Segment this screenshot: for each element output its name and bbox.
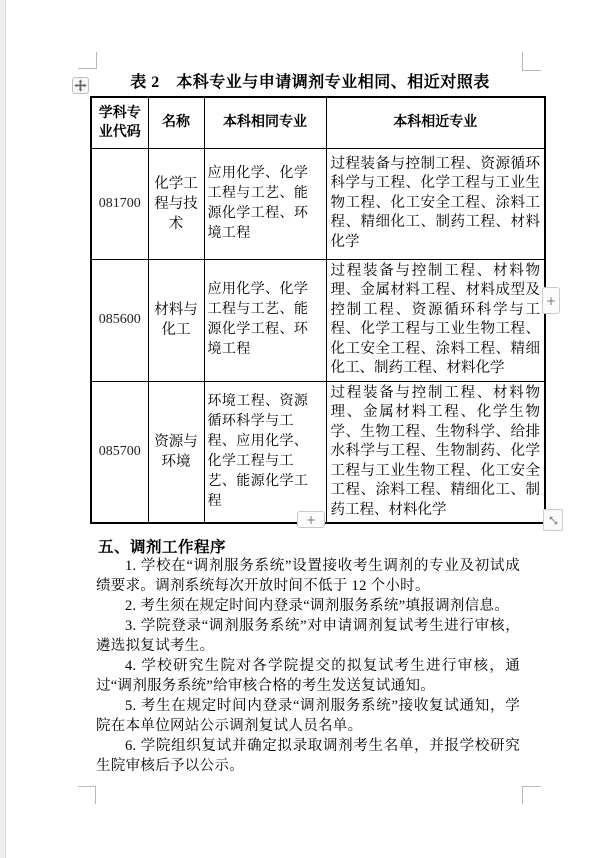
table-row: [91, 259, 545, 381]
paragraph-6[interactable]: 6. 学院组织复试并确定拟录取调剂考生名单，并报学校研究生院审核后予以公示。: [96, 738, 520, 774]
cell-similar-majors[interactable]: 过程装备与控制工程、材料物理、金属材料工程、材料成型及控制工程、资源循环科学与工程、化学工程与工业生物工程、化工安全工程、涂料工程、精细化工、制药工程、材料化学: [326, 259, 545, 381]
cell-similar-majors[interactable]: 过程装备与控制工程、材料物理、金属材料工程、化学生物学、生物工程、生物科学、给排水科学与工程、生物制药、化学工程与工业生物工程、化工安全工程、涂料工程、精细化工、制药工程、材料化学: [326, 381, 545, 523]
cell-name[interactable]: 资源与环境: [148, 381, 204, 523]
cell-same-majors[interactable]: 应用化学、化学工程与工艺、能源化学工程、环境工程: [204, 259, 326, 381]
move-arrows-icon: [74, 79, 87, 92]
cell-name[interactable]: 化学工程与技术: [148, 148, 204, 259]
margin-mark-bottom-left: [78, 786, 96, 804]
margin-mark-bottom-right: [522, 786, 541, 804]
paragraph-1[interactable]: 1. 学校在“调剂服务系统”设置接收考生调剂的专业及初试成绩要求。调剂系统每次开放时间不低于 12 个小时。: [96, 558, 520, 594]
paragraph-4[interactable]: 4. 学校研究生院对各学院提交的拟复试考生进行审核，通过“调剂服务系统”给审核合格的考生发送复试通知。: [96, 658, 520, 694]
col-header-same-majors[interactable]: 本科相同专业: [204, 97, 326, 148]
col-header-similar-majors[interactable]: 本科相近专业: [326, 97, 545, 148]
table-row: [91, 381, 545, 523]
paragraph-2[interactable]: 2. 考生须在规定时间内登录“调剂服务系统”填报调剂信息。: [125, 598, 510, 614]
paragraph-5[interactable]: 5. 考生在规定时间内登录“调剂服务系统”接收复试通知，学院在本单位网站公示调剂复试人员名单。: [96, 698, 520, 734]
cell-code[interactable]: 085600: [91, 259, 148, 381]
insert-row-button[interactable]: +: [297, 511, 325, 528]
app-edge-strip: [0, 0, 6, 858]
table-resize-handle[interactable]: [543, 509, 563, 531]
section-heading[interactable]: 五、调剂工作程序: [98, 539, 227, 556]
cell-same-majors[interactable]: 应用化学、化学工程与工艺、能源化学工程、环境工程: [204, 148, 326, 259]
col-header-code[interactable]: 学科专业代码: [91, 97, 148, 148]
insert-column-button[interactable]: +: [542, 287, 560, 314]
section-body: [96, 556, 520, 776]
paragraph-3[interactable]: 3. 学院登录“调剂服务系统”对申请调剂复试考生进行审核，遴选拟复试考生。: [96, 618, 520, 654]
col-header-name[interactable]: 名称: [148, 97, 204, 148]
table-move-handle[interactable]: [72, 77, 89, 94]
resize-diagonal-icon: [547, 514, 560, 527]
table-row: [91, 148, 545, 259]
cell-similar-majors[interactable]: 过程装备与控制工程、资源循环科学与工程、化学工程与工业生物工程、化工安全工程、涂料工程、精细化工、制药工程、材料化学: [326, 148, 545, 259]
cell-name[interactable]: 材料与化工: [148, 259, 204, 381]
comparison-table: [90, 96, 546, 524]
table-caption[interactable]: 表 2 本科专业与申请调剂专业相同、相近对照表: [130, 74, 490, 91]
cell-code[interactable]: 085700: [91, 381, 148, 523]
cell-same-majors[interactable]: 环境工程、资源循环科学与工程、应用化学、化学工程与工艺、能源化学工程: [204, 381, 326, 523]
margin-mark-top-left: [78, 52, 97, 69]
cell-code[interactable]: 081700: [91, 148, 148, 259]
table-header-row: [91, 97, 545, 148]
